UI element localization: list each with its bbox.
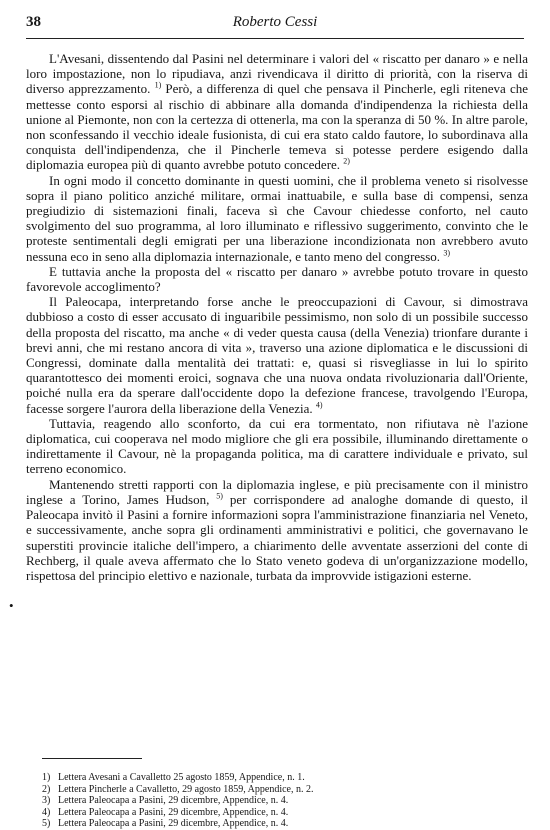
footnote [42, 818, 512, 830]
footnote [42, 807, 512, 819]
paragraph [26, 264, 528, 294]
footnote-number: 1) [42, 772, 51, 783]
body-text [26, 51, 528, 583]
paragraph-text: Mantenendo stretti rapporti con la diplomazia inglese, e più precisamente con il ministro inglese a Torino, James Hudson, [26, 476, 528, 507]
paragraph [26, 294, 528, 416]
footnote-number: 5) [42, 818, 51, 830]
footnote-number: 2) [42, 783, 51, 795]
paragraph [26, 477, 528, 583]
paragraph-text: Tuttavia, reagendo allo sconforto, da cui era tormentato, non rifiutava nè l'azione diplomatica, cui cooperava nel modo migliore che gli era possibile, illuminando direttamente o indirettamente il Cavour, nè la propaganda politica, ma di carattere individuale e privato, sul terreno economico. [26, 415, 528, 477]
footnote-text: Lettera Avesani a Cavalletto 25 agosto 1859, Appendice, n. 1. [58, 772, 305, 783]
footnote [42, 784, 512, 796]
paragraph-text: L'Avesani, dissentendo dal Pasini nel determinare i valori del « riscatto per danaro » e nella loro impostazione, non lo ripudiava, anzi rivendicava il diritto di priorità, con la riserva di diverso apprezzamento. [26, 51, 528, 97]
paragraph-text: Però, a differenza di quel che pensava il Pincherle, egli riteneva che mettesse conto esporsi al rischio di abbinare alla domanda d'indipendenza la richiesta della unione al Piemonte, non con la certezza di ottenerla, ma con la speranza di 50 %. In altre parole, non sconfessando il vecchio ideale fusionista, di cui era stato caldo fautore, lo subordinava alla conquista dell'indipendenza, che il Pincherle temeva si potesse perdere esigendo dalla diplomazia europea più di quanto avrebbe potuto concedere. [26, 81, 528, 173]
footnote-text: Lettera Paleocapa a Pasini, 29 dicembre, Appendice, n. 4. [58, 818, 289, 830]
paragraph-text: In ogni modo il concetto dominante in questi uomini, che il problema veneto si risolvesse sopra il piano politico anziché militare, ormai inattuabile, e sulla base di compensi, senza pregiudizio di sistemazioni finali, faceva sì che Cavour chiedesse conforto, nel cauto svolgimento del suo programma, al loro illuminato e riflessivo suggerimento, convinto che le proteste sentimentali degli emigrati per una liberazione incondizionata non avrebbero avuto nessuna eco in seno alla diplomazia internazionale, e tanto meno del congresso. [26, 172, 528, 264]
footnote-text: Lettera Paleocapa a Pasini, 29 dicembre, Appendice, n. 4. [58, 795, 289, 807]
footnote-text: Lettera Paleocapa a Pasini, 29 dicembre, Appendice, n. 4. [58, 806, 289, 818]
footnote-ref: 5) [216, 491, 223, 501]
footnote-ref: 4) [315, 400, 323, 410]
footnote-rule [42, 758, 142, 759]
footnote-ref: 1) [154, 81, 162, 91]
footnotes [42, 772, 512, 830]
footnote-ref: 3) [443, 248, 450, 258]
footnote-number: 4) [42, 806, 51, 818]
footnote [42, 795, 512, 807]
page-header [26, 14, 524, 34]
header-rule [26, 38, 524, 39]
margin-mark: • [9, 598, 14, 613]
paragraph [26, 416, 528, 477]
footnote-text: Lettera Pincherle a Cavalletto, 29 agosto 1859, Appendice, n. 2. [58, 783, 314, 795]
footnote-ref: 2) [343, 157, 350, 167]
footnote [42, 772, 512, 784]
paragraph-text: E tuttavia anche la proposta del « riscatto per danaro » avrebbe potuto trovare in questo favorevole accoglimento? [26, 263, 528, 295]
paragraph [26, 173, 528, 264]
paragraph-text: Il Paleocapa, interpretando forse anche le preoccupazioni di Cavour, si dimostrava dubbioso a costo di esser accusato di inguaribile pessimismo, non solo di un possibile successo della proposta del riscatto, ma anche « di veder questa causa (della Venezia) trionfare durante i brevi anni, che mi restano ancora di vita », traverso una azione diplomatica e le discussioni di Congressi, dominate dalla mentalità dei trattati: e, quasi si risvegliasse in lui lo spirito quarantottesco dei momenti eroici, sognava che una nuova ondata rivoluzionaria dall'Oriente, poiché nulla era da sperare dall'occidente dopo la defezione francese, travolgendo l'Europa, facesse sorgere l'aurora della liberazione della Venezia. [26, 294, 528, 416]
paragraph [26, 51, 528, 173]
paragraph-text: per corrispondere ad analoghe domande di questo, il Paleocapa invitò il Pasini a fornire informazioni sopra l'amministrazione finanziaria nel Veneto, e successivamente, anche sopra gli ordinamenti amministrativi e politici, che governavano le superstiti provincie italiche dell'impero, a chiarimento delle avventate asserzioni del conte di Rechberg, il quale aveva affermato che lo Stato veneto godeva di un'organizzazione modello, rispettosa del principio elettivo e nazionale, turbata da improvvide istigazioni esterne. [26, 491, 528, 583]
footnote-number: 3) [42, 795, 51, 807]
running-head: Roberto Cessi [232, 14, 318, 30]
page-number: 38 [26, 14, 41, 30]
